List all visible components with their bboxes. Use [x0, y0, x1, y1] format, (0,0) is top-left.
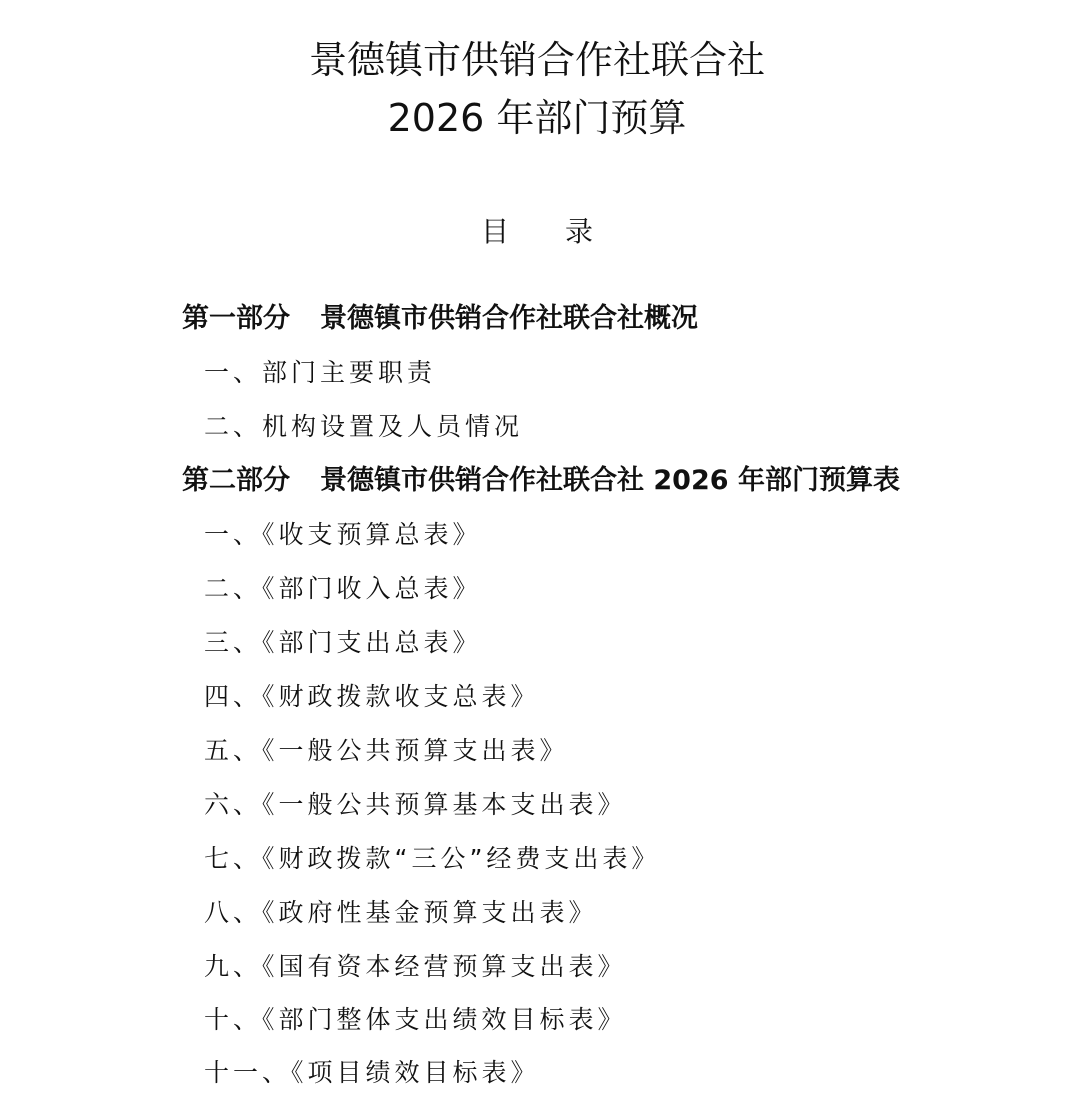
toc-item[interactable]: 四、《财政拨款收支总表》 — [204, 682, 540, 711]
toc-item[interactable]: 十、《部门整体支出绩效目标表》 — [204, 1005, 627, 1034]
toc-item[interactable]: 一、《收支预算总表》 — [204, 520, 482, 549]
toc-part-1[interactable] — [182, 302, 698, 336]
document-title: 景德镇市供销合作社联合社 — [308, 38, 765, 82]
toc-item[interactable]: 七、《财政拨款“三公”经费支出表》 — [204, 844, 661, 873]
document-subtitle: 2026 年部门预算 — [387, 96, 687, 140]
toc-item[interactable]: 八、《政府性基金预算支出表》 — [204, 898, 598, 927]
toc-item[interactable]: 二、《部门收入总表》 — [204, 574, 482, 603]
part-title: 景德镇市供销合作社联合社概况 — [320, 303, 698, 334]
toc-item[interactable]: 三、《部门支出总表》 — [204, 628, 482, 657]
part-label: 第一部分 — [182, 303, 290, 334]
toc-item[interactable]: 六、《一般公共预算基本支出表》 — [204, 790, 627, 819]
toc-item[interactable]: 五、《一般公共预算支出表》 — [204, 736, 569, 765]
toc-item[interactable]: 十一、《项目绩效目标表》 — [204, 1058, 540, 1087]
toc-item[interactable]: 一、部门主要职责 — [204, 358, 437, 387]
toc-item[interactable]: 九、《国有资本经营预算支出表》 — [204, 952, 627, 981]
toc-heading: 目录 — [480, 215, 649, 248]
toc-part-2[interactable] — [182, 464, 900, 498]
part-label: 第二部分 — [182, 465, 290, 496]
toc-item[interactable]: 二、机构设置及人员情况 — [204, 412, 524, 441]
part-title: 景德镇市供销合作社联合社 2026 年部门预算表 — [320, 465, 900, 496]
